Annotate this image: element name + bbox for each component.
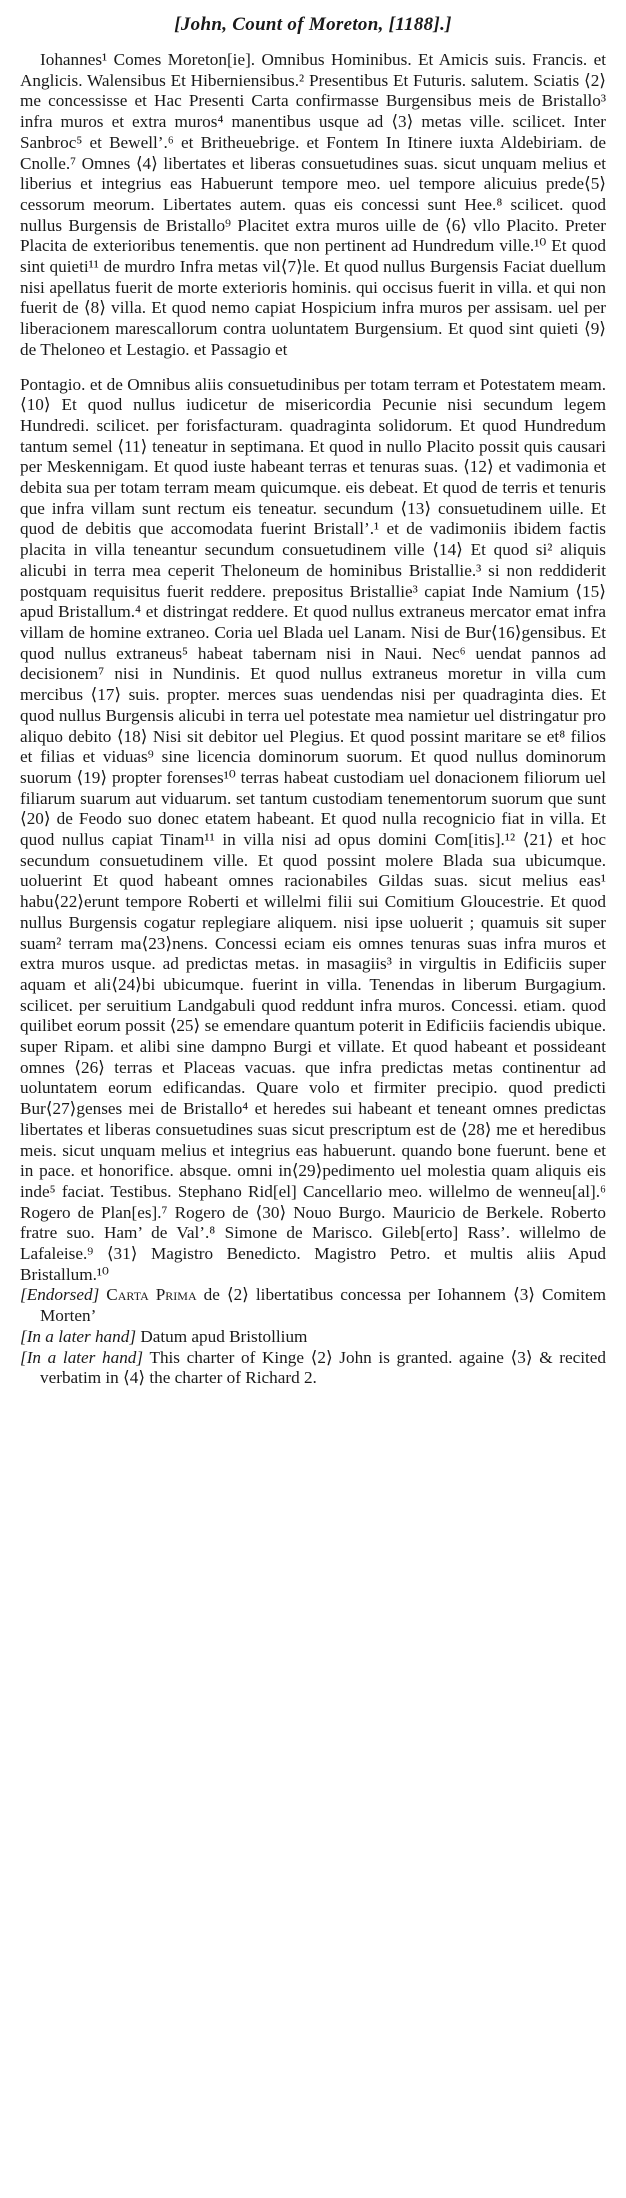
note-text: Datum apud Bristollium [136, 1326, 308, 1346]
document-title: [John, Count of Moreton, [1188].] [174, 14, 452, 35]
note-text: de ⟨2⟩ libertatibus concessa per Iohannem ⟨3⟩ Comitem Morten’ [40, 1285, 606, 1326]
endorsement-note [20, 1285, 606, 1326]
later-hand-note-1 [20, 1327, 606, 1348]
note-lead: Carta Prima [106, 1285, 197, 1305]
later-hand-note-2 [20, 1348, 606, 1389]
note-tag: [Endorsed] [20, 1285, 100, 1305]
document-page [20, 0, 606, 1389]
note-tag: [In a later hand] [20, 1347, 144, 1367]
note-text: This charter of Kinge ⟨2⟩ John is granted. againe ⟨3⟩ & recited verbatim in ⟨4⟩ the charter of Richard 2. [40, 1347, 606, 1388]
charter-text-part-1: Iohannes¹ Comes Moreton[ie]. Omnibus Hominibus. Et Amicis suis. Francis. et Anglicis. Walensibus Et Hiberniensibus.² Presentibus Et Futuris. salutem. Sciatis ⟨2⟩ me concessisse et Hac Presenti Carta confirmasse Burgensibus meis de Bristallo³ infra muros et extra muros⁴ manentibus usque ad ⟨3⟩ metas ville. scilicet. Inter Sanbroc⁵ et Bewell’.⁶ et Britheuebrige. et Fontem In Itinere iuxta Aldebiriam. de Cnolle.⁷ Omnes ⟨4⟩ libertates et liberas consuetudines suas. sicut unquam melius et liberius et integrius eas Habuerunt tempore meo. uel tempore alicuius prede⟨5⟩cessorum meorum. Libertates autem. quas eis concessi sunt Hee.⁸ scilicet. quod nullus Burgensis de Bristallo⁹ Placitet extra muros uille de ⟨6⟩ vllo Placito. Preter Placita de exterioribus tenementis. que non pertinent ad Hundredum ville.¹⁰ Et quod sint quieti¹¹ de murdro Infra metas vil⟨7⟩le. Et quod nullus Burgensis Faciat duellum nisi apellatus fuerit de morte exterioris hominis. qui occisus fuerit in villa. et qui non fuerit de ⟨8⟩ villa. Et quod nemo capiat Hospicium infra muros per assisam. uel per liberacionem marescallorum contra uoluntatem Burgensium. Et quod sint quieti ⟨9⟩ de Theloneo et Lestagio. et Passagio et [20, 50, 606, 359]
note-tag: [In a later hand] [20, 1326, 137, 1346]
charter-text-part-2: Pontagio. et de Omnibus aliis consuetudinibus per totam terram et Potestatem meam. ⟨10⟩ Et quod nullus iudicetur de misericordia Pecunie nisi secundum legem Hundredi. scilicet. per forisfacturam. quadraginta solidorum. Et quod Hundredum tantum semel ⟨11⟩ teneatur in septimana. Et quod in nullo Placito possit quis causari per Meskennigam. Et quod iuste habeant terras et tenuras suas. ⟨12⟩ et vadimonia et debita sua per totam terram meam quicumque. eis debeat. Et quod de terris et tenuris que infra villam sunt rectum eis teneatur. secundum ⟨13⟩ consuetudinem uille. Et quod de debitis que accomodata fuerint Bristall’.¹ et de vadimoniis ibidem factis placita in villa teneantur secundum consuetudinem ville ⟨14⟩ Et quod si² aliquis alicubi in terra mea ceperit Theloneum de hominibus Bristallie.³ si non reddiderit postquam requisitus fuerit reddere. prepositus Bristallie³ capiat Inde Namium ⟨15⟩ apud Bristallum.⁴ et distringat reddere. Et quod nullus extraneus mercator emat infra villam de homine extraneo. Coria uel Blada uel Lanam. Nisi de Bur⟨16⟩gensibus. Et quod nullus extraneus⁵ habeat tabernam nisi in Naui. Nec⁶ uendat pannos ad decisionem⁷ nisi in Nundinis. Et quod nullus extraneus moretur in villa cum mercibus ⟨17⟩ suis. propter. merces suas uendendas nisi per quadraginta dies. Et quod nullus Burgensis alicubi in terra uel potestate mea namietur uel distringatur pro aliquo debito ⟨18⟩ Nisi sit debitor uel Plegius. Et quod possint maritare se et⁸ filios et filias et viduas⁹ sine licencia dominorum suorum. Et quod nullus dominorum suorum ⟨19⟩ propter forenses¹⁰ terras habeat custodiam uel donacionem filiorum uel filiarum suarum aut viduarum. set tantum custodiam tenementorum suorum que sunt ⟨20⟩ de Feodo suo donec etatem habeant. Et quod nulla recognicio fiat in villa. Et quod nullus capiat Tinam¹¹ in villa nisi ad opus domini Com[itis].¹² ⟨21⟩ et hoc secundum consuetudinem ville. Et quod possint molere Blada sua ubicumque. uoluerint Et quod habeant omnes racionabiles Gildas suas. sicut melius eas¹ habu⟨22⟩erunt tempore Roberti et willelmi filii sui Comitium Gloucestrie. Et quod nullus Burgensis cogatur replegiare aliquem. nisi ipse uoluerit ; quamuis sit super suam² terram ma⟨23⟩nens. Concessi eciam eis omnes tenuras suas infra muros et extra muros usque. ad predictas metas. in masagiis³ in virgultis in Edificiis super aquam et ali⟨24⟩bi ubicumque. fuerint in villa. Tenendas in liberum Burgagium. scilicet. per seruitium Landgabuli quod reddunt infra muros. Concessi. etiam. quod quilibet eorum possit ⟨25⟩ se emendare quantum poterit in Edificiis faciendis ubique. super Ripam. et alibi sine dampno Burgi et villate. Et quod habeant et possideant omnes ⟨26⟩ terras et Placeas vacuas. que infra predictas metas continentur ad uoluntatem eorum edificandas. Quare volo et firmiter precipio. quod predicti Bur⟨27⟩genses mei de Bristallo⁴ et heredes sui habeant et teneant omnes predictas libertates et liberas consuetudines suas sicut prescriptum est de ⟨28⟩ me et heredibus meis. sicut unquam melius et integrius eas habuerunt. quando bone fuerunt. bene et in pace. et honorifice. absque. omni in⟨29⟩pedimento uel molestia quam aliquis eis inde⁵ faciat. Testibus. Stephano Rid[el] Cancellario meo. willelmo de wenneu[al].⁶ Rogero de Plan[es].⁷ Rogero de ⟨30⟩ Nouo Burgo. Mauricio de Berkele. Roberto fratre suo. Ham’ de Val’.⁸ Simone de Marisco. Gileb[erto] Rass’. willelmo de Lafaleise.⁹ ⟨31⟩ Magistro Benedicto. Magistro Petro. et multis aliis Apud Bristallum.¹⁰ [20, 374, 606, 1284]
